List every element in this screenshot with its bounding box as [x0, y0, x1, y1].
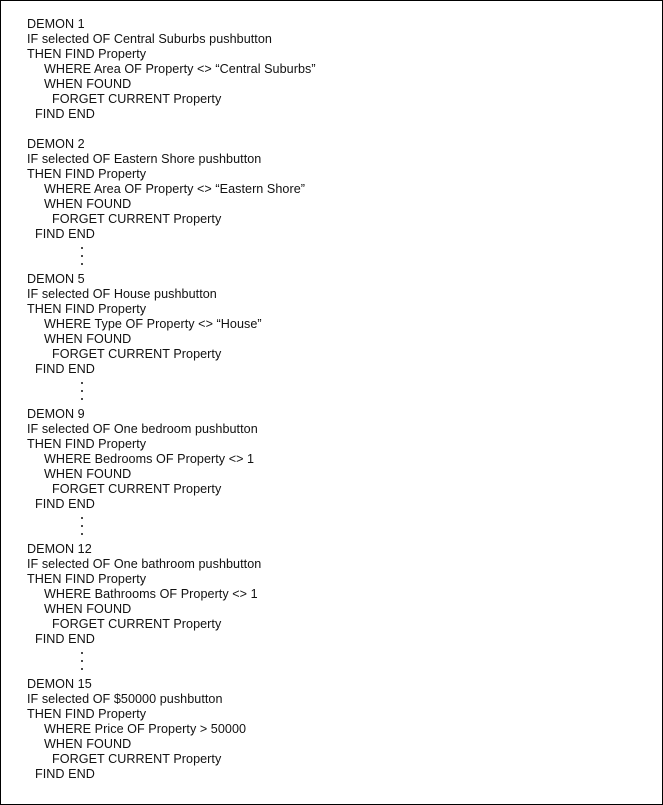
vertical-ellipsis: [27, 242, 647, 272]
then-find-line: THEN FIND Property: [27, 707, 147, 721]
demon-block: [27, 17, 647, 122]
find-end-line: FIND END: [35, 632, 95, 646]
if-condition-line: IF selected OF Central Suburbs pushbutton: [27, 32, 272, 46]
ellipsis-dot: [81, 390, 83, 392]
if-condition-line: IF selected OF One bathroom pushbutton: [27, 557, 262, 571]
find-end-line: FIND END: [35, 227, 95, 241]
then-find-line: THEN FIND Property: [27, 437, 147, 451]
if-condition-line: IF selected OF Eastern Shore pushbutton: [27, 152, 262, 166]
forget-current-line: FORGET CURRENT Property: [52, 617, 222, 631]
then-find-line: THEN FIND Property: [27, 47, 147, 61]
find-end-line: FIND END: [35, 107, 95, 121]
demon-title: DEMON 12: [27, 542, 92, 556]
find-end-line: FIND END: [35, 767, 95, 781]
demon-block: [27, 677, 647, 782]
vertical-ellipsis: [27, 512, 647, 542]
forget-current-line: FORGET CURRENT Property: [52, 752, 222, 766]
then-find-line: THEN FIND Property: [27, 572, 147, 586]
where-clause-line: WHERE Bathrooms OF Property <> 1: [44, 587, 258, 601]
find-end-line: FIND END: [35, 497, 95, 511]
where-clause-line: WHERE Area OF Property <> “Central Suburbs”: [44, 62, 316, 76]
ellipsis-dot: [81, 533, 83, 535]
forget-current-line: FORGET CURRENT Property: [52, 482, 222, 496]
ellipsis-dot: [81, 255, 83, 257]
when-found-line: WHEN FOUND: [44, 602, 132, 616]
ellipsis-dot: [81, 263, 83, 265]
forget-current-line: FORGET CURRENT Property: [52, 347, 222, 361]
demon-title: DEMON 9: [27, 407, 85, 421]
ellipsis-dot: [81, 382, 83, 384]
ellipsis-dot: [81, 398, 83, 400]
where-clause-line: WHERE Bedrooms OF Property <> 1: [44, 452, 255, 466]
demon-title: DEMON 1: [27, 17, 85, 31]
demon-block: [27, 272, 647, 377]
if-condition-line: IF selected OF House pushbutton: [27, 287, 217, 301]
ellipsis-dot: [81, 652, 83, 654]
where-clause-line: WHERE Price OF Property > 50000: [44, 722, 247, 736]
ellipsis-dot: [81, 668, 83, 670]
forget-current-line: FORGET CURRENT Property: [52, 212, 222, 226]
where-clause-line: WHERE Type OF Property <> “House”: [44, 317, 262, 331]
ellipsis-dot: [81, 525, 83, 527]
ellipsis-dot: [81, 660, 83, 662]
demon-title: DEMON 15: [27, 677, 92, 691]
where-clause-line: WHERE Area OF Property <> “Eastern Shore”: [44, 182, 306, 196]
vertical-ellipsis: [27, 647, 647, 677]
if-condition-line: IF selected OF $50000 pushbutton: [27, 692, 223, 706]
then-find-line: THEN FIND Property: [27, 167, 147, 181]
demon-block: [27, 407, 647, 512]
when-found-line: WHEN FOUND: [44, 737, 132, 751]
when-found-line: WHEN FOUND: [44, 197, 132, 211]
demon-title: DEMON 5: [27, 272, 85, 286]
if-condition-line: IF selected OF One bedroom pushbutton: [27, 422, 258, 436]
ellipsis-dot: [81, 517, 83, 519]
find-end-line: FIND END: [35, 362, 95, 376]
block-spacer: [27, 122, 647, 137]
demon-block: [27, 137, 647, 242]
ellipsis-dot: [81, 247, 83, 249]
forget-current-line: FORGET CURRENT Property: [52, 92, 222, 106]
demon-code-listing: [27, 17, 647, 782]
when-found-line: WHEN FOUND: [44, 332, 132, 346]
demon-title: DEMON 2: [27, 137, 85, 151]
vertical-ellipsis: [27, 377, 647, 407]
when-found-line: WHEN FOUND: [44, 467, 132, 481]
demon-block: [27, 542, 647, 647]
then-find-line: THEN FIND Property: [27, 302, 147, 316]
when-found-line: WHEN FOUND: [44, 77, 132, 91]
